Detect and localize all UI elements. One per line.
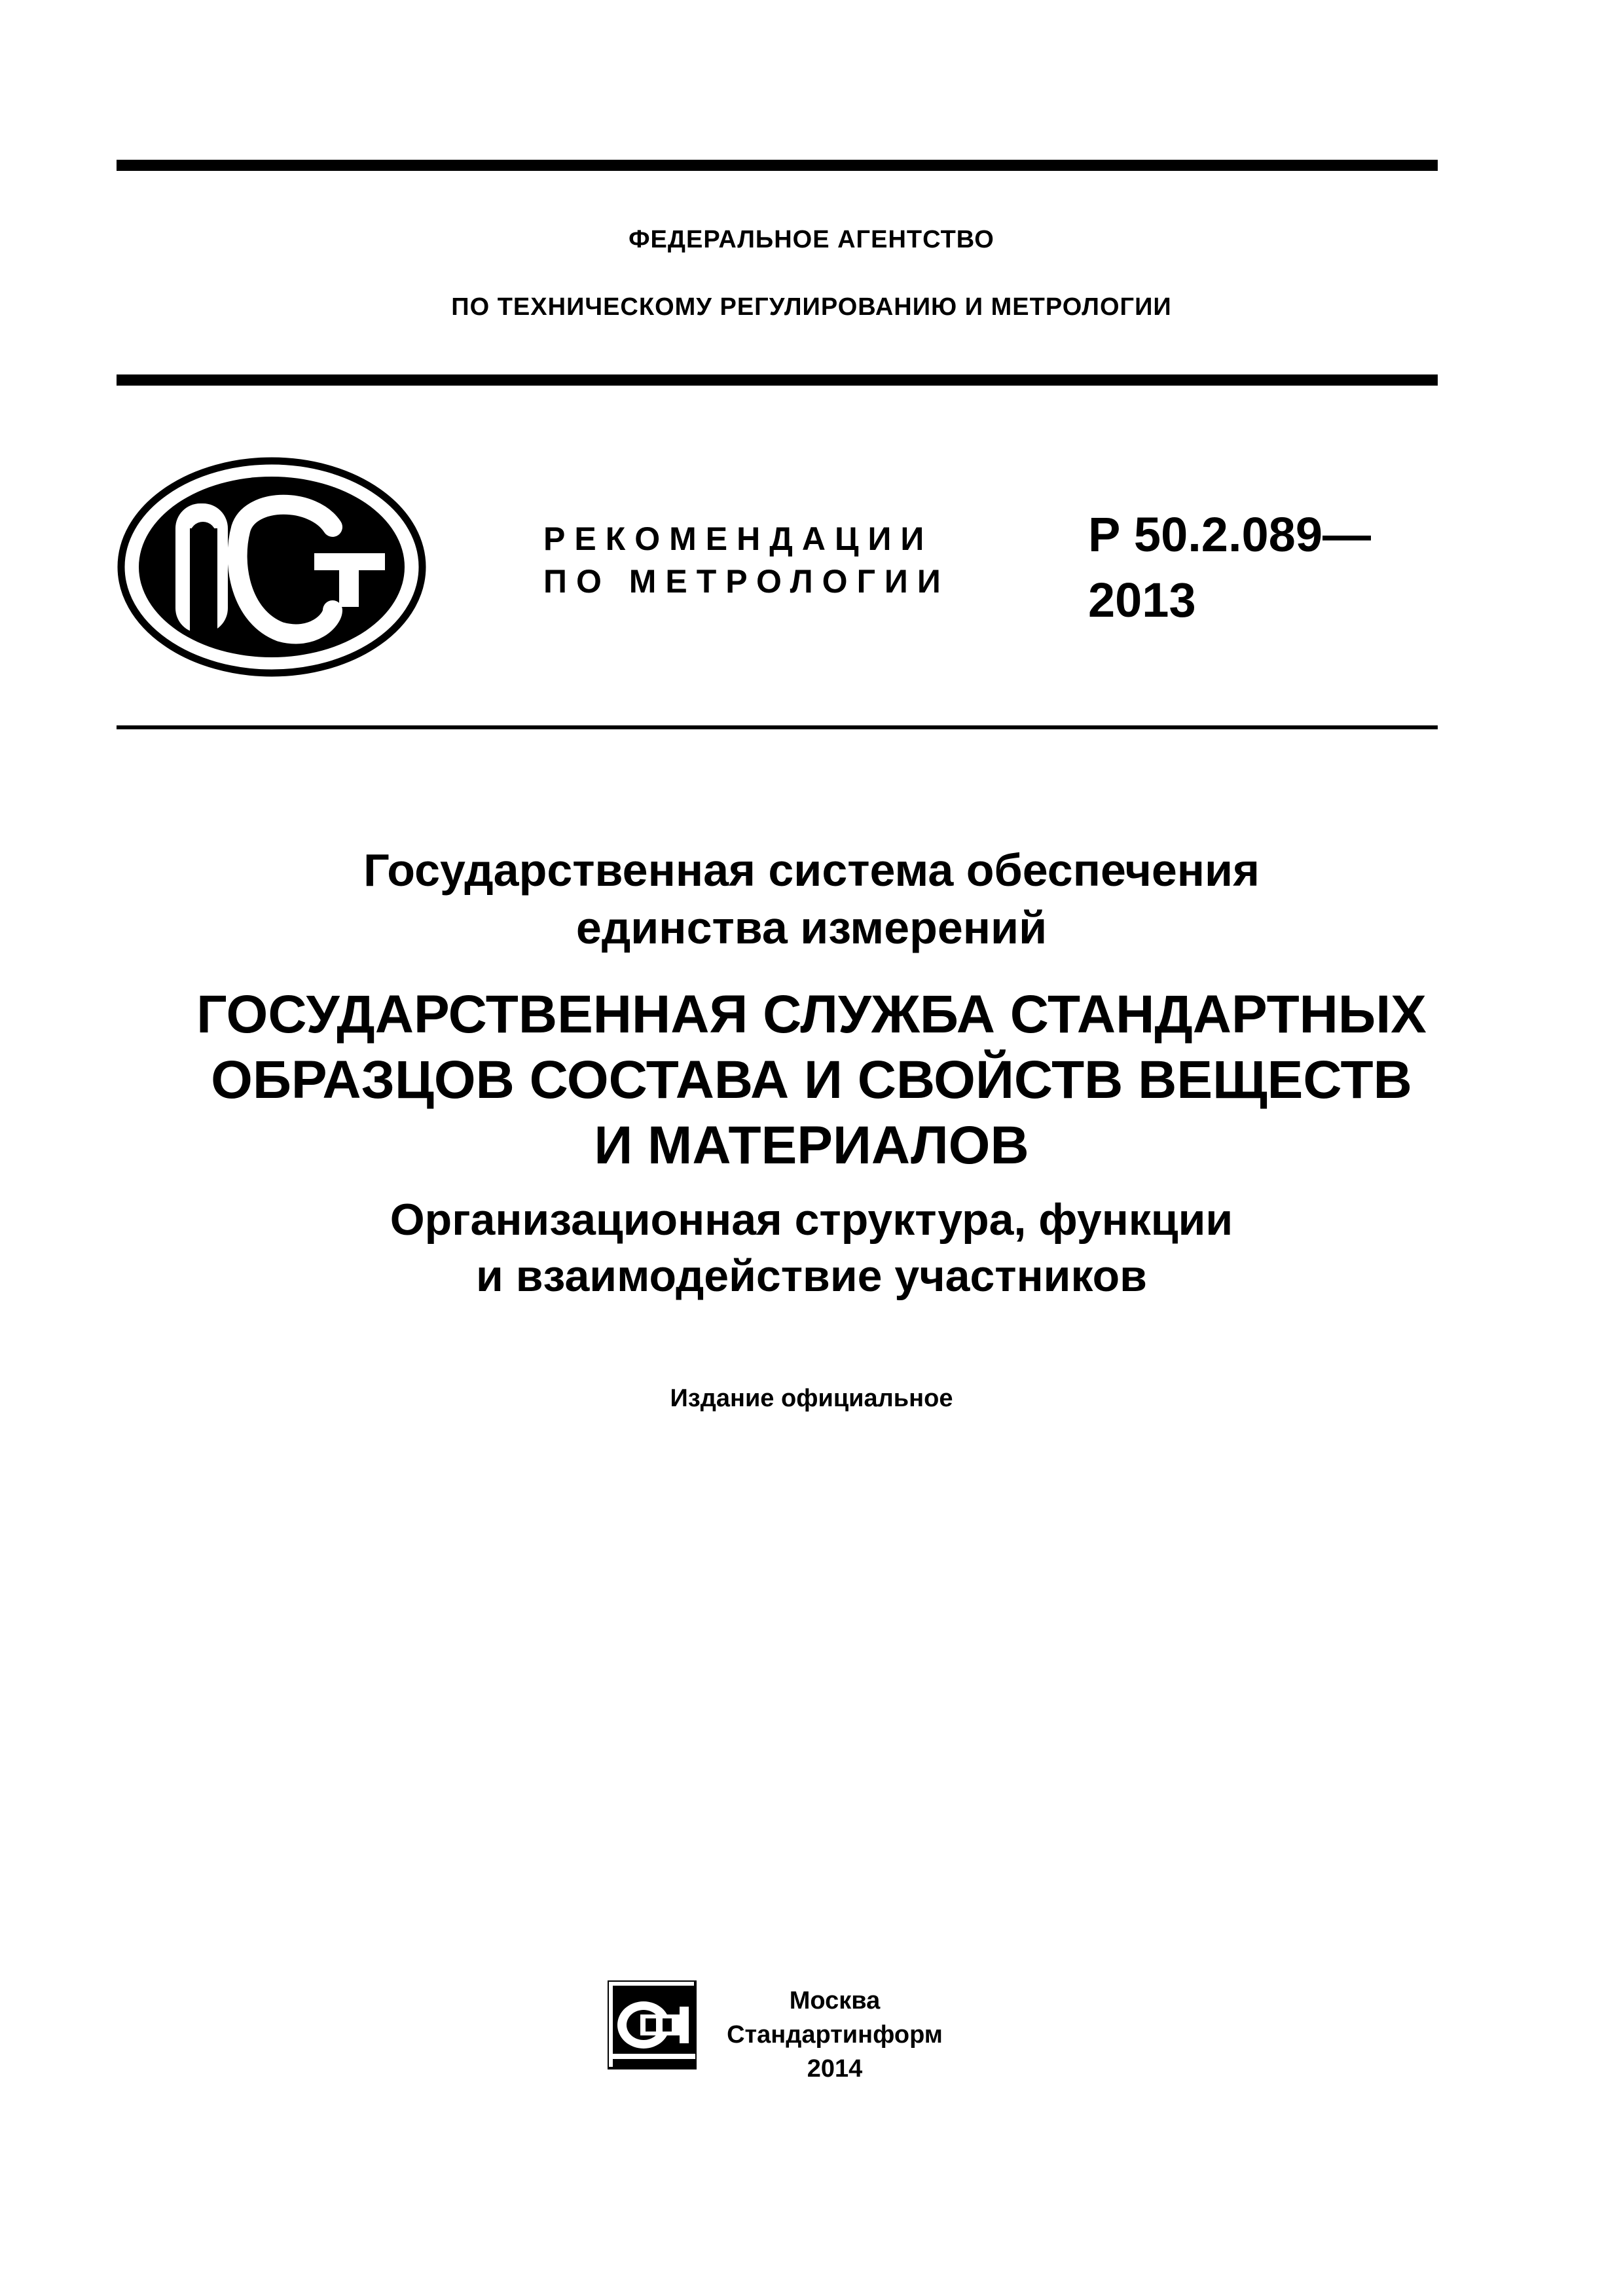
gost-r-logo-icon — [117, 456, 428, 678]
middle-rule — [117, 374, 1438, 386]
edition-label: Издание официальное — [670, 1385, 953, 1412]
thin-rule — [117, 725, 1438, 729]
document-number-line-2: 2013 — [1088, 573, 1196, 627]
standartinform-logo-icon — [608, 1980, 701, 2073]
agency-line-2: ПО ТЕХНИЧЕСКОМУ РЕГУЛИРОВАНИЮ И МЕТРОЛОГИИ — [451, 293, 1172, 321]
series-title — [0, 841, 1623, 957]
document-type-line-1: РЕКОМЕНДАЦИИ — [543, 520, 934, 557]
subtitle — [0, 1192, 1623, 1304]
main-title-line-1: ГОСУДАРСТВЕННАЯ СЛУЖБА СТАНДАРТНЫХ — [196, 985, 1427, 1044]
publisher-name: Стандартинформ — [727, 2021, 943, 2049]
series-title-line-2: единства измерений — [575, 902, 1048, 953]
publisher-city: Москва — [789, 1987, 881, 2014]
main-title-line-2: ОБРАЗЦОВ СОСТАВА И СВОЙСТВ ВЕЩЕСТВ — [211, 1050, 1412, 1110]
publisher-block — [707, 1984, 962, 2086]
publisher-year: 2014 — [807, 2055, 863, 2083]
agency-line-1: ФЕДЕРАЛЬНОЕ АГЕНТСТВО — [629, 226, 994, 253]
document-type-line-2: ПО МЕТРОЛОГИИ — [543, 563, 950, 600]
top-rule — [117, 160, 1438, 171]
subtitle-line-2: и взаимодействие участников — [476, 1251, 1147, 1301]
subtitle-line-1: Организационная структура, функции — [390, 1195, 1233, 1245]
main-title — [0, 982, 1623, 1178]
document-number-line-1: Р 50.2.089— — [1088, 507, 1371, 562]
series-title-line-1: Государственная система обеспечения — [363, 845, 1260, 896]
main-title-line-3: И МАТЕРИАЛОВ — [594, 1116, 1029, 1175]
